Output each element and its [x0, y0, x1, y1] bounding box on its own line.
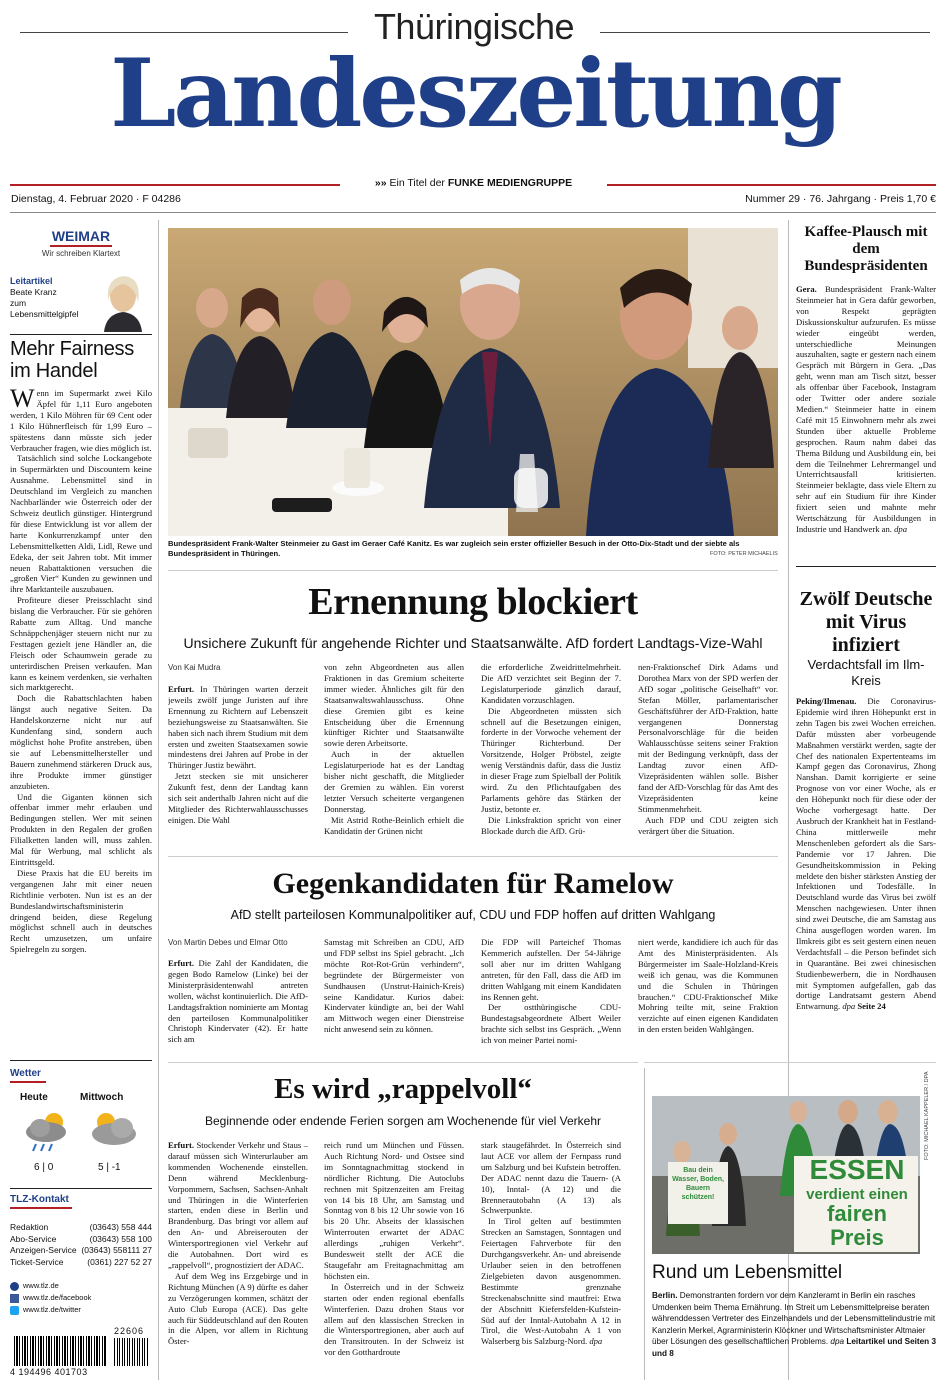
story2-col-3: [481, 937, 621, 1054]
contact-row: [10, 1245, 152, 1257]
contact-list: [10, 1222, 152, 1268]
tagline-brand: FUNKE MEDIENGRUPPE: [447, 177, 573, 189]
story2-col1-text: Die Zahl der Kandidaten, die gegen Bodo Ramelow (Linke) bei der Ministerpräsidentenwahl antreten wollen, wächst kontinuierlich. Die AfD-Landtagsfraktion nominierte am Montag den parteilosen Kommunalpolitiker Christoph Kindervater (42). Er hatte sich am: [168, 958, 308, 1045]
story3-col2-para-1: reich rund um München und Füssen. Auch Richtung Nord- und Ostsee sind im Sonntagnachmittag stockend in nördlicher Richtung. Die Autoclubs rechnen mit Spitzenzeiten am Freitag von 14 bis 18 Uhr, am Samstag und Sonntag von 8 bis 12 Uhr sowie von 16 bis 20 Uhr. Abseits der klassischen Winterrouten erwartet der ADAC allerdings „ruhigen Verkehr“. Bundesweit stellt der ACE die Staugefahr am Freitagnachmittag am höchsten ein.: [324, 1140, 464, 1281]
region-underline: [50, 245, 112, 247]
food-dateline: Berlin.: [652, 1291, 678, 1300]
story2-col4-text: niert werde, kandidiere ich auch für das Amt des Ministerpräsidenten. Als Bürgermeister im Saale-Holzland-Kreis weiß ich genau, was die Kommunen und die Schulen in Thüringen brauchen.“ CDU-Fraktionschef Mike Mohring teilte mit, seine Fraktion verzichte auf einen eigenen Kandidaten in den ersten beiden Wahlgängen.: [638, 937, 778, 1035]
protest-sign-small: Bau dein Wasser, Boden, Bauern schützen!: [672, 1167, 724, 1201]
funke-arrow-icon: »»: [374, 177, 387, 189]
region-slogan: Wir schreiben Klartext: [41, 249, 121, 258]
story3-col-1: [168, 1140, 308, 1376]
story1-subhead: Unsichere Zukunft für angehende Richter und Staatsanwälte. AfD fordert Landtags-Vize-Wahl: [183, 635, 763, 651]
leitartikel-line-2: Lebensmittelgipfel: [10, 309, 79, 319]
sidebar: [10, 220, 152, 1380]
story1-col2-para-2: Auch in der aktuellen Legislaturperiode hat es der Landtag bisher nicht geschafft, die Mitglieder der Gremien zu wählen. Ein vorerst letzter Versuch scheiterte vergangenen Donnerstag.: [324, 749, 464, 814]
story3-col1-para-2: Auf dem Weg ins Erzgebirge und in Richtung München (A 9) dürfte es daher zu Verzögerungen kommen, schätzt der Auto Club Europa (ACE). Das gelte auch für Süddeutschland auf den Routen in die Alpen, vor allem in Richtung Öster-: [168, 1270, 308, 1347]
contact-value: (03643) 558 444: [89, 1222, 152, 1232]
issue-date: Dienstag, 4. Februar 2020 · F 04286: [11, 193, 181, 205]
editorial-para-2: Tatsächlich sind solche Lockangebote in Supermärkten und Discountern keine Ausnahme. Lebensmittel sind in Deutschland im Vergleich zu manchen Nachbarländer wie Österreich oder der Schweiz deutlich günstiger. Hintergrund für diese Entwicklung ist vor allem der harte Konkurrenzkampf unter den Lebensmittelketten Aldi, Lidl, Rewe und Edeka, der seit Jahren tobt. Mit immer neuen Rabattaktionen versuchen die „großen Vier“ Kunden zu gewinnen und ihre Marktanteile auszubauen.: [10, 453, 152, 595]
sidebar-divider-3: [10, 1188, 152, 1189]
editorial-headline: Mehr Fairness im Handel: [10, 338, 134, 382]
barcode-number-top: 22606: [114, 1326, 145, 1336]
weather-day-wednesday: Mittwoch: [80, 1092, 124, 1103]
protest-sign-line-4: Preis: [830, 1225, 884, 1250]
right-story-headline: Kaffee-Plausch mit dem Bundespräsidenten: [804, 224, 928, 274]
story3-col2-para-2: In Österreich und in der Schweiz starten oder enden regional ebenfalls Winterferien. Dazu drohen Staus vor allem auf den klassischen Strecken in die Wintersportregionen, aber auch auf den Transitrouten. In der Schweiz ist vor den Gotthardroute: [324, 1281, 464, 1358]
story3-source: dpa: [589, 1336, 603, 1347]
story1-col3-para-1: die erforderliche Zweidrittelmehrheit. Die AfD verzichtet seit Beginn der 7. Legislaturperiode gänzlich darauf, Kandidaten vorzuschlagen.: [481, 662, 621, 705]
editorial-para-4: Doch die Rabattschlachten haben längst auch negative Seiten. Da Handelskonzerne nicht nur auf Kundenfang sind, sondern auch möglichst hohe Profite anstreben, üben sie auf Lebensmittelhersteller und Bauern zunehmend stärkeren Druck aus, ihre Produkte immer günstiger anzubieten.: [10, 693, 152, 791]
story1-col1-text: In Thüringen warten derzeit jeweils zwölf junge Juristen auf ihre Ernennung zu Richtern auf Lebenszeit beziehungsweise zu Staatsanwälten. Sie haben sich nach ihrem Studium mit dem ersten und zweiten Staatsexamen sowie mindestens drei Jahren auf Probe in der Thüringer Justiz bewährt.: [168, 684, 308, 771]
story3-col-3: [481, 1140, 621, 1376]
story1-headline: Ernennung blockiert: [308, 581, 638, 623]
web-links: [10, 1280, 152, 1316]
masthead-rule-right: [600, 32, 930, 33]
header-divider: [10, 212, 936, 213]
masthead-tagline: [340, 176, 607, 190]
twitter-icon: [10, 1306, 19, 1315]
sidebar-divider-1: [10, 334, 152, 335]
virus-text: Die Coronavirus-Epidemie wird ihren Höhepunkt erst in zehn Tagen bis zwei Wochen erreichen. Dafür müssten aber vorbeugende Maßnahmen verstärkt werden, sagte der Chef des nationalen Expertenteams im Kampf gegen das Coronavirus, Zhong Nanshan. Damit korrigierte er seine Prognose von vor einer Woche, als er den Höhepunkt noch für diese oder der Woche vorhergesagt hatte. Der Ausbruch der Krankheit hat in Festland-China mittlerweile mehr Menschenleben gefordert als die Sars-Pandemie vor 17 Jahren. Die Gesundheitskommission in Peking meldete den bisher stärksten Anstieg der Infektionen und Todesfälle. In Deutschland wurde das Virus bei zwölf Menschen nachgewiesen. Unter ihnen sind zwei Deutsche, die am Samstag aus China ausgeflogen worden waren. Im Ilmkreis gibt es seit gestern einen neuen Verdachtsfall – die Person befindet sich in Quarantäne. Bei zwei chinesischen Studienbewerbern, die in Nordhausen mit Symptomen aufgefallen, gab das dortige Landratsamt gestern Abend Entwarnung.: [796, 696, 936, 1012]
rain-cloud-icon: [22, 1108, 74, 1154]
cloud-icon: [84, 1108, 140, 1154]
issue-number: Nummer 29 · 76. Jahrgang · Preis 1,70 €: [745, 193, 936, 205]
contact-value: (0361) 227 52 27: [87, 1256, 152, 1267]
food-body: [652, 1290, 936, 1370]
story2-col-4: [638, 937, 778, 1054]
editorial-dropcap: W: [10, 388, 35, 413]
weather-box: [10, 1066, 152, 1186]
leitartikel-label: Leitartikel: [10, 276, 53, 286]
food-text: Demonstranten fordern vor dem Kanzleramt in Berlin ein rasches Umdenken beim Thema Ernährung. Im Streit um Lebensmittelpreise beraten währenddessen Vertreter des Einzelhandels und der Lebensmittelindustrie mit Kanzlerin Merkel, Agrarministerin Klöckner und Wirtschaftsminister Altmaier über Lösungen des gesellschaftlichen Problems.: [652, 1291, 936, 1346]
virus-source: dpa: [842, 1001, 856, 1012]
leitartikel-line-1: zum: [10, 298, 27, 308]
contact-title: TLZ-Kontakt: [10, 1194, 69, 1205]
contact-row: [10, 1257, 152, 1269]
region-label: WEIMAR: [51, 228, 111, 244]
story3-dateline: Erfurt.: [168, 1140, 195, 1150]
editorial-first-line: enn im Supermarkt zwei: [36, 388, 132, 398]
story3-col1-text: Stockender Verkehr und Staus – darauf müssen sich Winterurlauber am kommenden Wochenende einstellen. Denn während Mecklenburg-Vorpommern, Sachsen, Sachsen-Anhalt und Thüringen in die Winterferien starten, enden diese in Berlin und Brandenburg. Das bringt vor allem auf den An- und Abreiserouten der Wintersportregionen viel Verkehr auf die Autobahnen. Dort wird es „rappelvoll“, prognostiziert der ADAC.: [168, 1140, 308, 1270]
story1-col-1: [168, 684, 308, 846]
masthead-main: Landeszeitung: [110, 39, 840, 149]
facebook-link-text: www.tlz.de/facebook: [23, 1293, 92, 1302]
lead-photo-caption: Bundespräsident Frank-Walter Steinmeier zu Gast im Geraer Café Kanitz. Es war zugleich sein erster offizieller Besuch in der Otto-Dix-Stadt und der siebte als Bundespräsident in Thüringen.: [168, 539, 740, 558]
story1-col4-para-1: nen-Fraktionschef Dirk Adams und Dorothea Marx von der SPD werfen der AfD sogar „politische Geiselhaft“ vor. Stefan Möller, parlamentarischer Geschäftsführer der AfD-Fraktion, hatte vergangenen Donnerstag Personalvorschläge für die beiden Wahlausschüsse seitens seiner Fraktion mit der Bedingung verknüpft, dass der Landtag zuvor einen AfD-Vizepräsidenten wählen solle. Bisher fand der AfD-Vorschlag für das Amt des Vizepräsidenten keine Stimmenmehrheit.: [638, 662, 778, 814]
contact-label: Abo-Service: [10, 1233, 57, 1244]
weather-temp-wednesday: 5 | -1: [98, 1162, 121, 1173]
contact-label: Anzeigen-Service: [10, 1245, 77, 1255]
weather-day-today: Heute: [20, 1092, 48, 1103]
story1-col2-para-1: von zehn Abgeordneten aus allen Fraktionen in das Gremium scheiterte immer wieder. Ähnliches gilt für den Staatsanwaltswahlausschuss. Ohne diese Gremien gibt es keine Entscheidung über die Ernennung künftiger Richter und Staatsanwälte sowie deren Arbeitsorte.: [324, 662, 464, 749]
weather-title-underline: [10, 1081, 46, 1083]
story2-col3-para-1: Die FDP will Parteichef Thomas Kemmerich aufstellen. Der 54-Jährige soll aber nur im dritten Wahlgang antreten, für den Fall, dass die AfD im dritten Wahlgang mit einem Kandidaten ins Rennen geht.: [481, 937, 621, 1002]
twitter-link-text: www.tlz.de/twitter: [23, 1305, 81, 1314]
protest-sign-line-2: verdient einen: [806, 1186, 908, 1203]
story3-col-2: [324, 1140, 464, 1376]
story3-col3-para-2: In Tirol gelten auf bestimmten Strecken an Samstagen, Sonntagen und Feiertagen Fahrverbote für den Durchgangsverkehr. An- und abreisende Urlauber seien in den betroffenen Zielgebieten davon ausgenommen. Bestimmte grenznahe Streckenabschnitte sind mautfrei: Etwa der Abschnitt Kiefersfelden-Kufstein-Süd auf der Inntal-Autobahn A 12 in Tirol, die West-Autobahn A 1 von Walserberg bis Salzburg-Nord.: [481, 1216, 621, 1347]
story1-col-3: [481, 662, 621, 846]
story1-col1-para-2: Jetzt stecken sie mit unsicherer Zukunft fest, denn der Landtag kann sich seit anderthalb Jahren nicht auf die Mitglieder des Richterwahlausschusses einigen. Die Wahl: [168, 771, 308, 825]
story2-headline: Gegenkandidaten für Ramelow: [272, 867, 674, 900]
story2-col2-text: Samstag mit Schreiben an CDU, AfD und FDP selbst ins Spiel gebracht. „Ich möchte Rot-Rot-Grün verhindern“, begründete der Bürgermeister von Sundhausen (Unstrut-Hainich-Kreis) seine Kandidatur. Kurios dabei: Kindervater kündigte an, bei der Wahl am Mittwoch wegen einer Dienstreise nicht anwesend sein zu können.: [324, 937, 464, 1035]
contact-row: [10, 1234, 152, 1246]
right-story-text: Bundespräsident Frank-Walter Steinmeier hat in Gera dafür geworben, von Respekt geprägten Diskussionskultur aufzurufen. Es müsse wieder eingeübt werden, unterschiedliche Meinungen auszuhalten, sagte er gestern nach einem Gespräch mit Bürgern in Gera. „Das geht, wenn man am Tisch sitzt, besser als offenbar über Facebook, Instagram oder Twitter oder andere soziale Medien.“ Steinmeier hatte in einem Café mit 15 Einwohnern mehr als zwei Stunden über aktuelle Probleme gesprochen. Raum nahm dabei das Thema Bildung und Ausbildung ein, bei dem die Teilnehmer Lehrermangel und Unterrichtsausfall kritisierten. Steinmeier beklagte, dass viele Eltern zu sehr auf ein Studium für ihre Kinder fixiert seien und mahnte mehr Wertschätzung für Ausbildungen in Industrie und Handwerk an.: [796, 284, 936, 534]
story2-dateline: Erfurt.: [168, 958, 195, 968]
tagline-pre: Ein Titel der: [389, 177, 445, 189]
lead-photo-credit: FOTO: PETER MICHAELIS: [710, 551, 778, 557]
barcode-small: [114, 1338, 148, 1366]
weather-temp-today: 6 | 0: [34, 1162, 54, 1173]
editorial-para-1: Kilo Äpfel für 1,11 Euro angeboten werden, 1 Kilo Möhren für 69 Cent oder 1 Kilo Hühnerfleisch für 1,99 Euro – spätestens dann müsste sich jeder Verbraucher fragen, wie dies möglich ist.: [10, 388, 152, 453]
story1-col3-para-3: Die Linksfraktion spricht von einer Blockade durch die AfD. Grü-: [481, 814, 621, 836]
masthead-top: Thüringische: [373, 6, 575, 47]
leitartikel-author: Beate Kranz: [10, 287, 57, 297]
editorial-para-6: Diese Praxis hat die EU bereits im vergangenen Jahr mit einer neuen Richtlinie verboten. Nun ist es an der Bundeslandwirtschaftsministerin dringend beiden, diese Regelung möglichst schnell auch in deutsches Recht umzusetzen, um unfaire Spielregeln zu sorgen.: [10, 867, 152, 955]
facebook-link[interactable]: [10, 1292, 152, 1304]
editorial-para-3: Profiteure dieser Preisschlacht sind bislang die Verbraucher. Für sie gehören Rabatte zum Alltag. Und manche Schnäppchenjäger steuern nicht nur zu Festtagen gezielt jene Händler an, die Fleisch oder Schaumwein gerade zu unterirdischen Preisen verkaufen. Man kann es keinem verdenken, sie verhalten sich marktgerecht.: [10, 595, 152, 693]
right-story-source: dpa: [894, 523, 907, 534]
globe-icon: [10, 1282, 19, 1291]
story1-col-4: [638, 662, 778, 846]
lead-photo: [168, 228, 778, 536]
virus-headline: Zwölf Deutsche mit Virus infiziert: [799, 588, 933, 656]
food-column-rule: [644, 1068, 645, 1380]
virus-body: [796, 696, 936, 1056]
food-headline: Rund um Lebensmittel: [652, 1262, 843, 1283]
author-portrait: [98, 270, 148, 332]
facebook-icon: [10, 1294, 19, 1303]
story1-byline: Von Kai Mudra: [168, 663, 221, 672]
story2-col-1: [168, 958, 308, 1054]
contact-label: Redaktion: [10, 1222, 49, 1232]
contact-label: Ticket-Service: [10, 1256, 64, 1267]
contact-row: [10, 1222, 152, 1234]
food-photo-credit: FOTO: MICHAEL KAPPELER / DPA: [924, 1071, 930, 1160]
food-source: dpa: [830, 1337, 845, 1346]
contact-value: (03643) 558 100: [89, 1233, 152, 1244]
masthead-rule-left: [20, 32, 348, 33]
story1-col2-para-3: Mit Astrid Rothe-Beinlich erhielt die Kandidatin der Grünen nicht: [324, 814, 464, 836]
story1-col3-para-2: Die Abgeordneten müssten sich schnell auf die Besetzungen einigen, forderte in der Vorwoche vehement der Thüringer Richterbund. Der Vorsitzende, Holger Pröbstel, zeigte wenig Verständnis dafür, dass die Justiz in dieser Frage zum Spielball der Politik wird. Zu den Pflichtaufgaben des Parlaments gehöre das Stärken der Justiz, betonte er.: [481, 705, 621, 814]
story2-col3-para-2: Der ostthüringische CDU-Bundestagsabgeordnete Albert Weiler brachte sich selbst ins Gespräch. „Wenn ich von meiner Partei nomi-: [481, 1002, 621, 1046]
story1-dateline: Erfurt.: [168, 684, 195, 694]
masthead: [0, 0, 947, 205]
web-link[interactable]: [10, 1280, 152, 1292]
protest-sign-line-3: fairen: [827, 1201, 887, 1226]
twitter-link[interactable]: [10, 1304, 152, 1316]
web-link-text: www.tlz.de: [23, 1281, 59, 1290]
weather-title: Wetter: [10, 1068, 41, 1079]
contact-value: (03643) 558111 27: [81, 1245, 152, 1255]
story2-byline: Von Martin Debes und Elmar Otto: [168, 938, 288, 947]
story1-col4-para-2: Auch FDP und CDU zeigten sich verärgert über die Situation.: [638, 814, 778, 836]
barcode-number: 4 194496 401703: [10, 1367, 88, 1377]
story2-bottom-rule: [168, 1062, 638, 1063]
right-divider-1: [796, 566, 936, 567]
virus-subhead: Verdachtsfall im Ilm-Kreis: [807, 657, 925, 688]
story1-bottom-rule: [168, 856, 778, 857]
story2-col-2: [324, 937, 464, 1054]
barcode: [14, 1336, 106, 1366]
story2-subhead: AfD stellt parteilosen Kommunalpolitiker auf, CDU und FDP hoffen auf dritten Wahlgang: [230, 908, 716, 922]
sidebar-divider-2: [10, 1060, 152, 1061]
story3-subhead: Beginnende oder endende Ferien sorgen am Wochenende für viel Verkehr: [204, 1114, 602, 1128]
virus-page-ref: Seite 24: [857, 1001, 886, 1012]
story1-top-rule: [168, 570, 778, 571]
virus-dateline: Peking/Ilmenau.: [796, 696, 857, 706]
sidebar-column-rule: [158, 220, 159, 1380]
story3-col3-para-1: stark staugefährdet. In Österreich sind laut ACE vor allem der Fernpass rund um Salzburg und bei Kufstein betroffen. Der ADAC nennt dazu die Tauern- (A 10), Inntal- (A 12) und die Brennerautobahn (A 13) als Schwerpunkte.: [481, 1140, 621, 1216]
editorial-body: [10, 388, 152, 1052]
food-page-ref: Leitartikel und Seiten 3 und 8: [652, 1337, 936, 1358]
protest-sign-line-1: ESSEN: [809, 1154, 905, 1185]
story3-headline: Es wird „rappelvoll“: [274, 1073, 532, 1105]
food-photo: [652, 1096, 920, 1254]
story1-col-2: [324, 662, 464, 846]
contact-underline: [10, 1207, 72, 1209]
right-story-dateline: Gera.: [796, 284, 817, 294]
virus-bottom-rule: [644, 1062, 936, 1063]
editorial-para-5: Und die Giganten können sich offenbar immer mehr erlauben und Bedingungen stellen. Wer mit seinen Produkten in den Regalen der großen Filialketten landen will, muss zahlen. Mal für Werbung, mal schlicht als Eintrittsgeld.: [10, 791, 152, 867]
right-story-body: [796, 284, 936, 560]
